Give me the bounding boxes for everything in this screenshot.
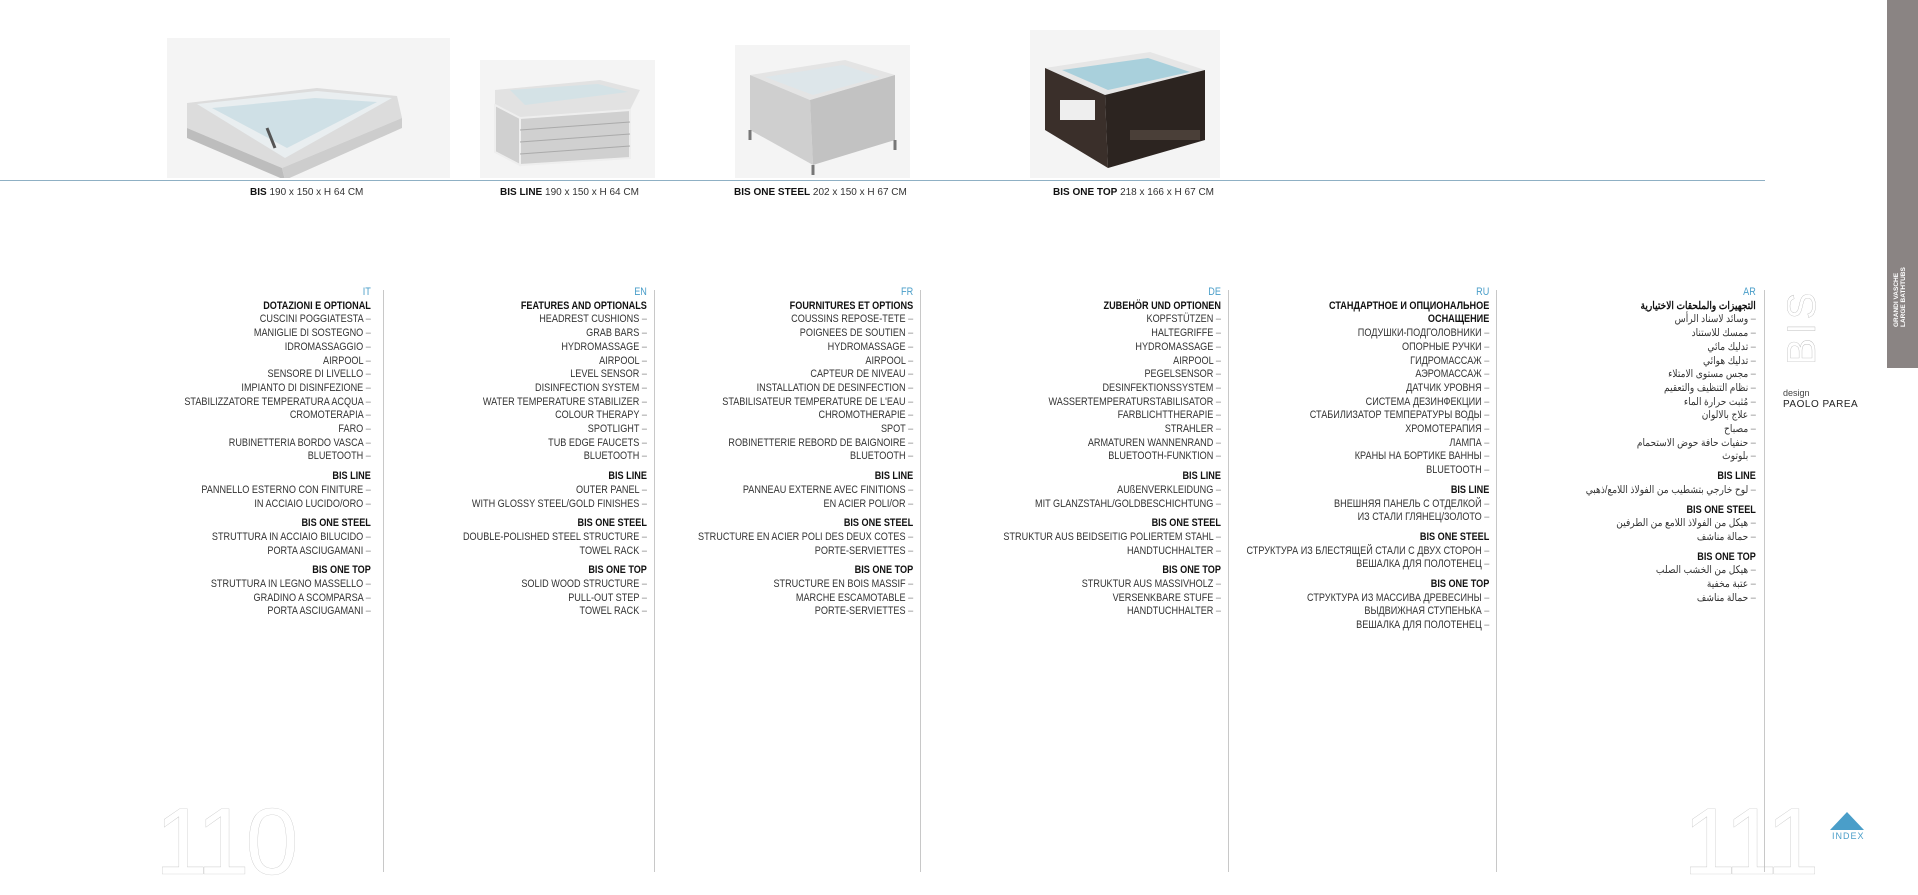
column-separator [1496,290,1497,872]
caption-bis-one-top [1053,187,1214,198]
feature-item: BLUETOOTH – [698,450,913,464]
feature-item: HYDROMASSAGE – [698,341,913,355]
feature-item: СТРУКТУРА ИЗ МАССИВА ДРЕВЕСИНЫ – [1246,592,1489,606]
feature-item: وسائد لاسناد الرأس – [1586,313,1756,327]
feature-item: DOUBLE-POLISHED STEEL STRUCTURE – [463,531,647,545]
feature-item: СТАБИЛИЗАТОР ТЕМПЕРАТУРЫ ВОДЫ – [1246,409,1489,423]
feature-item: COUSSINS REPOSE-TETE – [698,313,913,327]
design-label: design [1783,388,1810,398]
feature-item: BLUETOOTH – [463,450,647,464]
feature-item: بلوتوث – [1586,450,1756,464]
section-tab-line1: GRANDI VASCHE [1893,272,1900,327]
section-title: FOURNITURES ET OPTIONS [789,299,913,312]
feature-item: ИЗ СТАЛИ ГЛЯНЕЦ/ЗОЛОТО – [1246,511,1489,525]
caption-dims: 190 x 150 x H 64 CM [545,187,639,198]
feature-item: STRAHLER – [1003,423,1221,437]
feature-item: ممسك للاستناد – [1586,327,1756,341]
feature-item: TOWEL RACK – [463,605,647,619]
feature-item: مصباح – [1586,423,1756,437]
collection-logo: BIS [1780,288,1824,365]
feature-item: PORTE-SERVIETTES – [698,545,913,559]
section-tab-line2: LARGE BATHTUBS [1900,267,1907,327]
feature-item: ВЫДВИЖНАЯ СТУПЕНЬКА – [1246,605,1489,619]
index-link[interactable]: INDEX [1832,831,1865,841]
model-title-bis-line: BIS LINE [332,470,371,483]
model-title-bis-one-top: BIS ONE TOP [588,564,647,577]
feature-item: IMPIANTO DI DISINFEZIONE – [185,382,371,396]
feature-item: PANNEAU EXTERNE AVEC FINITIONS – [698,484,913,498]
feature-item: عتبة مخفية – [1586,578,1756,592]
feature-item: PORTA ASCIUGAMANI – [185,545,371,559]
column-it [185,286,371,619]
caption-name: BIS [250,187,267,198]
feature-item: MANIGLIE DI SOSTEGNO – [185,327,371,341]
feature-item: ROBINETTERIE REBORD DE BAIGNOIRE – [698,437,913,451]
feature-item: مُثبت حرارة الماء – [1586,396,1756,410]
feature-item: PEGELSENSOR – [1003,368,1221,382]
feature-item: SOLID WOOD STRUCTURE – [463,578,647,592]
language-code: AR [1743,286,1756,298]
feature-item: مجس مستوى الامتلاء – [1586,368,1756,382]
feature-item: TOWEL RACK – [463,545,647,559]
caption-dims: 190 x 150 x H 64 CM [269,187,364,198]
column-fr [698,286,913,619]
language-code: IT [362,286,371,298]
model-title-bis-one-top: BIS ONE TOP [312,564,371,577]
section-title: التجهيزات والملحقات الاختيارية [1640,299,1756,312]
divider-rule [0,180,1765,181]
feature-item: EN ACIER POLI/OR – [698,498,913,512]
feature-item: MIT GLANZSTAHL/GOLDBESCHICHTUNG – [1003,498,1221,512]
designer-name: PAOLO PAREA [1783,399,1859,410]
feature-item: SPOT – [698,423,913,437]
feature-item: HEADREST CUSHIONS – [463,313,647,327]
feature-item: FARBLICHTTHERAPIE – [1003,409,1221,423]
feature-item: AIRPOOL – [463,355,647,369]
caption-dims: 202 x 150 x H 67 CM [812,187,907,198]
feature-item: علاج بالالوان – [1586,409,1756,423]
feature-item: LEVEL SENSOR – [463,368,647,382]
feature-item: AIRPOOL – [698,355,913,369]
model-title-bis-one-steel: BIS ONE STEEL [1419,530,1489,543]
feature-item: PULL-OUT STEP – [463,592,647,606]
feature-item: WASSERTEMPERATURSTABILISATOR – [1003,396,1221,410]
feature-item: СТРУКТУРА ИЗ БЛЕСТЯЩЕЙ СТАЛИ С ДВУХ СТОРОН – [1246,545,1489,559]
column-en [463,286,647,619]
feature-item: STRUKTUR AUS BEIDSEITIG POLIERTEM STAHL – [1003,531,1221,545]
feature-item: ARMATUREN WANNENRAND – [1003,437,1221,451]
section-title-continued: ОСНАЩЕНИЕ [1427,313,1489,326]
section-title: FEATURES AND OPTIONALS [520,299,647,312]
feature-item: ВЕШАЛКА ДЛЯ ПОЛОТЕНЕЦ – [1246,619,1489,633]
feature-item: CAPTEUR DE NIVEAU – [698,368,913,382]
feature-item: AUßENVERKLEIDUNG – [1003,484,1221,498]
model-title-bis-one-steel: BIS ONE STEEL [1686,503,1756,516]
feature-item: KOPFSTÜTZEN – [1003,313,1221,327]
page-number-right: 111 [1683,789,1816,895]
feature-item: GRAB BARS – [463,327,647,341]
feature-item: ХРОМОТЕРАПИЯ – [1246,423,1489,437]
product-image-bis [167,38,450,178]
caption-bis-line [500,187,639,198]
feature-item: IDROMASSAGGIO – [185,341,371,355]
feature-item: WITH GLOSSY STEEL/GOLD FINISHES – [463,498,647,512]
model-title-bis-one-top: BIS ONE TOP [1697,550,1756,563]
model-title-bis-one-steel: BIS ONE STEEL [1151,517,1221,530]
column-ru [1246,286,1489,633]
feature-item: AIRPOOL – [1003,355,1221,369]
model-title-bis-line: BIS LINE [874,470,913,483]
feature-item: نظام التنظيف والتعقيم – [1586,382,1756,396]
feature-item: ВНЕШНЯЯ ПАНЕЛЬ С ОТДЕЛКОЙ – [1246,498,1489,512]
feature-item: ЛАМПА – [1246,437,1489,451]
feature-item: ГИДРОМАССАЖ – [1246,355,1489,369]
caption-dims: 218 x 166 x H 67 CM [1120,187,1214,198]
column-separator [1228,290,1229,872]
feature-item: BLUETOOTH – [1246,464,1489,478]
caption-name: BIS ONE STEEL [734,187,811,198]
product-image-bis-one-steel [735,45,910,178]
feature-item: SENSORE DI LIVELLO – [185,368,371,382]
feature-item: ВЕШАЛКА ДЛЯ ПОЛОТЕНЕЦ – [1246,558,1489,572]
section-tab-label [1893,267,1913,327]
feature-item: BLUETOOTH-FUNKTION – [1003,450,1221,464]
caption-name: BIS LINE [500,187,543,198]
feature-item: PANNELLO ESTERNO CON FINITURE – [185,484,371,498]
feature-item: ПОДУШКИ-ПОДГОЛОВНИКИ – [1246,327,1489,341]
feature-item: СИСТЕМА ДЕЗИНФЕКЦИИ – [1246,396,1489,410]
feature-item: КРАНЫ НА БОРТИКЕ ВАННЫ – [1246,450,1489,464]
feature-item: تدليك مائي – [1586,341,1756,355]
model-title-bis-line: BIS LINE [1450,483,1489,496]
column-de [1003,286,1221,619]
section-title: DOTAZIONI E OPTIONAL [263,299,371,312]
product-image-bis-one-top [1030,30,1220,178]
feature-item: IN ACCIAIO LUCIDO/ORO – [185,498,371,512]
caption-name: BIS ONE TOP [1053,187,1118,198]
section-title: ZUBEHÖR UND OPTIONEN [1103,299,1221,312]
product-image-bis-line [480,60,655,178]
feature-item: CUSCINI POGGIATESTA – [185,313,371,327]
feature-item: SPOTLIGHT – [463,423,647,437]
feature-item: BLUETOOTH – [185,450,371,464]
column-separator [654,290,655,872]
feature-item: INSTALLATION DE DESINFECTION – [698,382,913,396]
column-ar [1586,286,1756,605]
column-separator [1764,290,1765,872]
feature-item: STRUCTURE EN BOIS MASSIF – [698,578,913,592]
model-title-bis-one-top: BIS ONE TOP [1430,578,1489,591]
language-code: EN [634,286,647,298]
caption-bis-one-steel [734,187,907,198]
feature-item: HALTEGRIFFE – [1003,327,1221,341]
feature-item: CROMOTERAPIA – [185,409,371,423]
model-title-bis-one-top: BIS ONE TOP [854,564,913,577]
section-title: СТАНДАРТНОЕ И ОПЦИОНАЛЬНОЕ [1328,299,1489,312]
feature-item: VERSENKBARE STUFE – [1003,592,1221,606]
feature-item: لوح خارجي بتشطيب من الفولاذ اللامع/ذهبي – [1586,484,1756,498]
feature-item: HYDROMASSAGE – [463,341,647,355]
model-title-bis-line: BIS LINE [1717,470,1756,483]
feature-item: TUB EDGE FAUCETS – [463,437,647,451]
feature-item: OUTER PANEL – [463,484,647,498]
language-code: DE [1208,286,1221,298]
feature-item: COLOUR THERAPY – [463,409,647,423]
feature-item: هيكل من الخشب الصلب – [1586,564,1756,578]
feature-item: HANDTUCHHALTER – [1003,605,1221,619]
model-title-bis-one-top: BIS ONE TOP [1162,564,1221,577]
feature-item: АЭРОМАССАЖ – [1246,368,1489,382]
feature-item: حنفيات حافة حوض الاستحمام – [1586,437,1756,451]
feature-item: DESINFEKTIONSSYSTEM – [1003,382,1221,396]
language-code: RU [1475,286,1489,298]
feature-item: تدليك هوائي – [1586,355,1756,369]
feature-item: WATER TEMPERATURE STABILIZER – [463,396,647,410]
feature-item: HANDTUCHHALTER – [1003,545,1221,559]
feature-item: ОПОРНЫЕ РУЧКИ – [1246,341,1489,355]
feature-item: حمالة مناشف – [1586,592,1756,606]
feature-item: AIRPOOL – [185,355,371,369]
feature-item: STRUKTUR AUS MASSIVHOLZ – [1003,578,1221,592]
model-title-bis-line: BIS LINE [608,470,647,483]
feature-item: MARCHE ESCAMOTABLE – [698,592,913,606]
column-separator [383,290,384,872]
feature-item: DISINFECTION SYSTEM – [463,382,647,396]
feature-item: POIGNEES DE SOUTIEN – [698,327,913,341]
feature-item: STRUTTURA IN LEGNO MASSELLO – [185,578,371,592]
model-title-bis-one-steel: BIS ONE STEEL [301,517,371,530]
feature-item: HYDROMASSAGE – [1003,341,1221,355]
model-title-bis-line: BIS LINE [1182,470,1221,483]
feature-item: حمالة مناشف – [1586,531,1756,545]
model-title-bis-one-steel: BIS ONE STEEL [843,517,913,530]
feature-item: ДАТЧИК УРОВНЯ – [1246,382,1489,396]
model-title-bis-one-steel: BIS ONE STEEL [577,517,647,530]
feature-item: RUBINETTERIA BORDO VASCA – [185,437,371,451]
language-code: FR [900,286,913,298]
feature-item: هيكل من الفولاذ اللامع من الطرفين – [1586,517,1756,531]
feature-item: GRADINO A SCOMPARSA – [185,592,371,606]
page-number-left: 110 [155,789,295,895]
column-separator [920,290,921,872]
feature-item: STRUTTURA IN ACCIAIO BILUCIDO – [185,531,371,545]
feature-item: CHROMOTHERAPIE – [698,409,913,423]
feature-item: STABILISATEUR TEMPERATURE DE L'EAU – [698,396,913,410]
feature-item: STABILIZZATORE TEMPERATURA ACQUA – [185,396,371,410]
feature-item: FARO – [185,423,371,437]
feature-item: PORTE-SERVIETTES – [698,605,913,619]
feature-item: STRUCTURE EN ACIER POLI DES DEUX COTES – [698,531,913,545]
caption-bis [250,187,363,198]
feature-item: PORTA ASCIUGAMANI – [185,605,371,619]
